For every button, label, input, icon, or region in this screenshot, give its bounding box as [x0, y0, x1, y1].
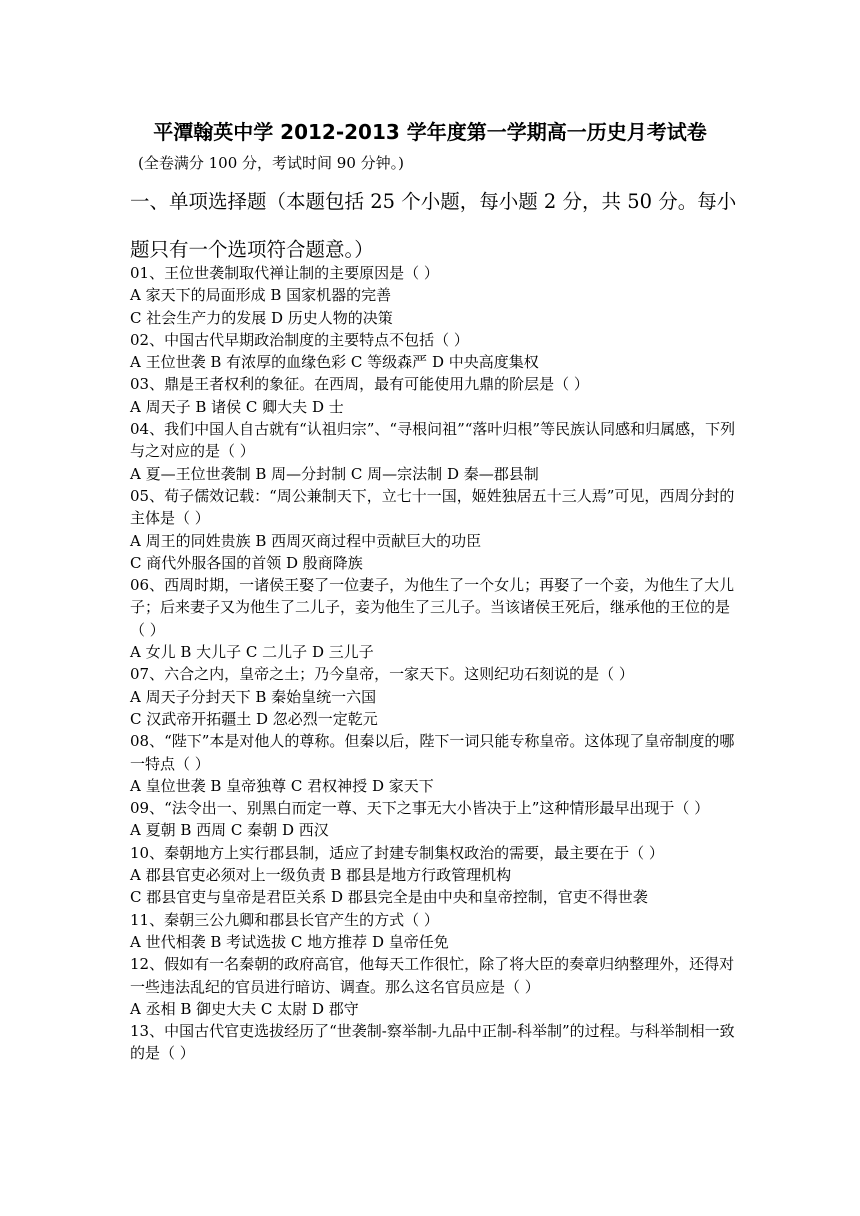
question-item [130, 574, 742, 663]
question-options: A 郡县官吏必须对上一级负责 B 郡县是地方行政管理机构 [130, 866, 512, 885]
question-item [130, 730, 742, 797]
question-options: A 周天子 B 诸侯 C 卿大夫 D 士 [130, 397, 344, 416]
question-item [130, 797, 742, 842]
question-options: A 夏朝 B 西周 C 秦朝 D 西汉 [130, 821, 329, 840]
exam-note: (全卷满分 100 分，考试时间 90 分钟。) [138, 154, 404, 172]
question-item [130, 663, 742, 730]
question-list [130, 262, 742, 1065]
question-options: C 汉武帝开拓疆土 D 忽必烈一定乾元 [130, 709, 378, 728]
question-stem: 11、秦朝三公九卿和郡县长官产生的方式（ ） [130, 910, 439, 929]
question-stem: 07、六合之内，皇帝之土；乃今皇帝，一家天下。这则纪功石刻说的是（ ） [130, 665, 634, 684]
section-heading: 一、单项选择题（本题包括 25 个小题，每小题 2 分，共 50 分。每小题只有一个选项符合题意。） [130, 190, 737, 261]
question-options: A 皇位世袭 B 皇帝独尊 C 君权神授 D 家天下 [130, 776, 434, 795]
question-stem: 08、“陛下”本是对他人的尊称。但秦以后，陛下一词只能专称皇帝。这体现了皇帝制度的哪一特点（ ） [130, 732, 735, 773]
question-stem: 05、荀子儒效记载：“周公兼制天下，立七十一国，姬姓独居五十三人焉”可见，西周分封的主体是（ ） [130, 486, 735, 528]
question-stem: 12、假如有一名秦朝的政府高官，他每天工作很忙，除了将大臣的奏章归纳整理外，还得对一些违法乱纪的官员进行暗访、调查。那么这名官员应是（ ） [130, 955, 735, 996]
question-item [130, 373, 742, 418]
question-stem: 04、我们中国人自古就有“认祖归宗”、“寻根问祖”“落叶归根”等民族认同感和归属感，下列与之对应的是（ ） [130, 420, 736, 461]
question-options: C 郡县官吏与皇帝是君臣关系 D 郡县完全是由中央和皇帝控制，官吏不得世袭 [130, 888, 648, 907]
question-stem: 13、中国古代官吏选拔经历了“世袭制-察举制-九品中正制-科举制”的过程。与科举制相一致的是（ ） [130, 1022, 735, 1063]
question-item [130, 329, 742, 374]
question-item [130, 842, 742, 909]
question-options: A 家天下的局面形成 B 国家机器的完善 [130, 286, 392, 305]
question-stem: 09、“法令出一、别黑白而定一尊、天下之事无大小皆决于上”这种情形最早出现于（ ） [130, 799, 710, 818]
question-stem: 01、王位世袭制取代禅让制的主要原因是（ ） [130, 264, 439, 282]
question-options: A 周王的同姓贵族 B 西周灭商过程中贡献巨大的功臣 [130, 531, 482, 550]
question-item [130, 909, 742, 954]
question-stem: 06、西周时期，一诸侯王娶了一位妻子，为他生了一个女儿；再娶了一个妾，为他生了大儿子；后来妻子又为他生了二儿子，妾为他生了三儿子。当该诸侯王死后，继承他的王位的是（ ） [130, 576, 735, 639]
question-options: A 夏—王位世袭制 B 周—分封制 C 周—宗法制 D 秦—郡县制 [130, 464, 539, 483]
question-options: A 女儿 B 大儿子 C 二儿子 D 三儿子 [130, 643, 374, 662]
question-item [130, 262, 742, 329]
question-options: C 社会生产力的发展 D 历史人物的决策 [130, 308, 393, 327]
exam-title: 平潭翰英中学 2012-2013 学年度第一学期高一历史月考试卷 [153, 120, 707, 144]
question-options: A 周天子分封天下 B 秦始皇统一六国 [130, 687, 377, 706]
question-options: C 商代外服各国的首领 D 殷商降族 [130, 553, 363, 572]
question-item [130, 418, 742, 485]
question-item [130, 953, 742, 1020]
question-options: A 丞相 B 御史大夫 C 太尉 D 郡守 [130, 999, 359, 1018]
question-options: A 王位世袭 B 有浓厚的血缘色彩 C 等级森严 D 中央高度集权 [130, 353, 539, 372]
question-item [130, 1020, 742, 1065]
question-item [130, 485, 742, 574]
question-options: A 世代相袭 B 考试选拔 C 地方推荐 D 皇帝任免 [130, 932, 449, 951]
question-stem: 10、秦朝地方上实行郡县制，适应了封建专制集权政治的需要，最主要在于（ ） [130, 843, 664, 862]
question-stem: 02、中国古代早期政治制度的主要特点不包括（ ） [130, 330, 469, 349]
question-stem: 03、鼎是王者权利的象征。在西周，最有可能使用九鼎的阶层是（ ） [130, 375, 589, 394]
